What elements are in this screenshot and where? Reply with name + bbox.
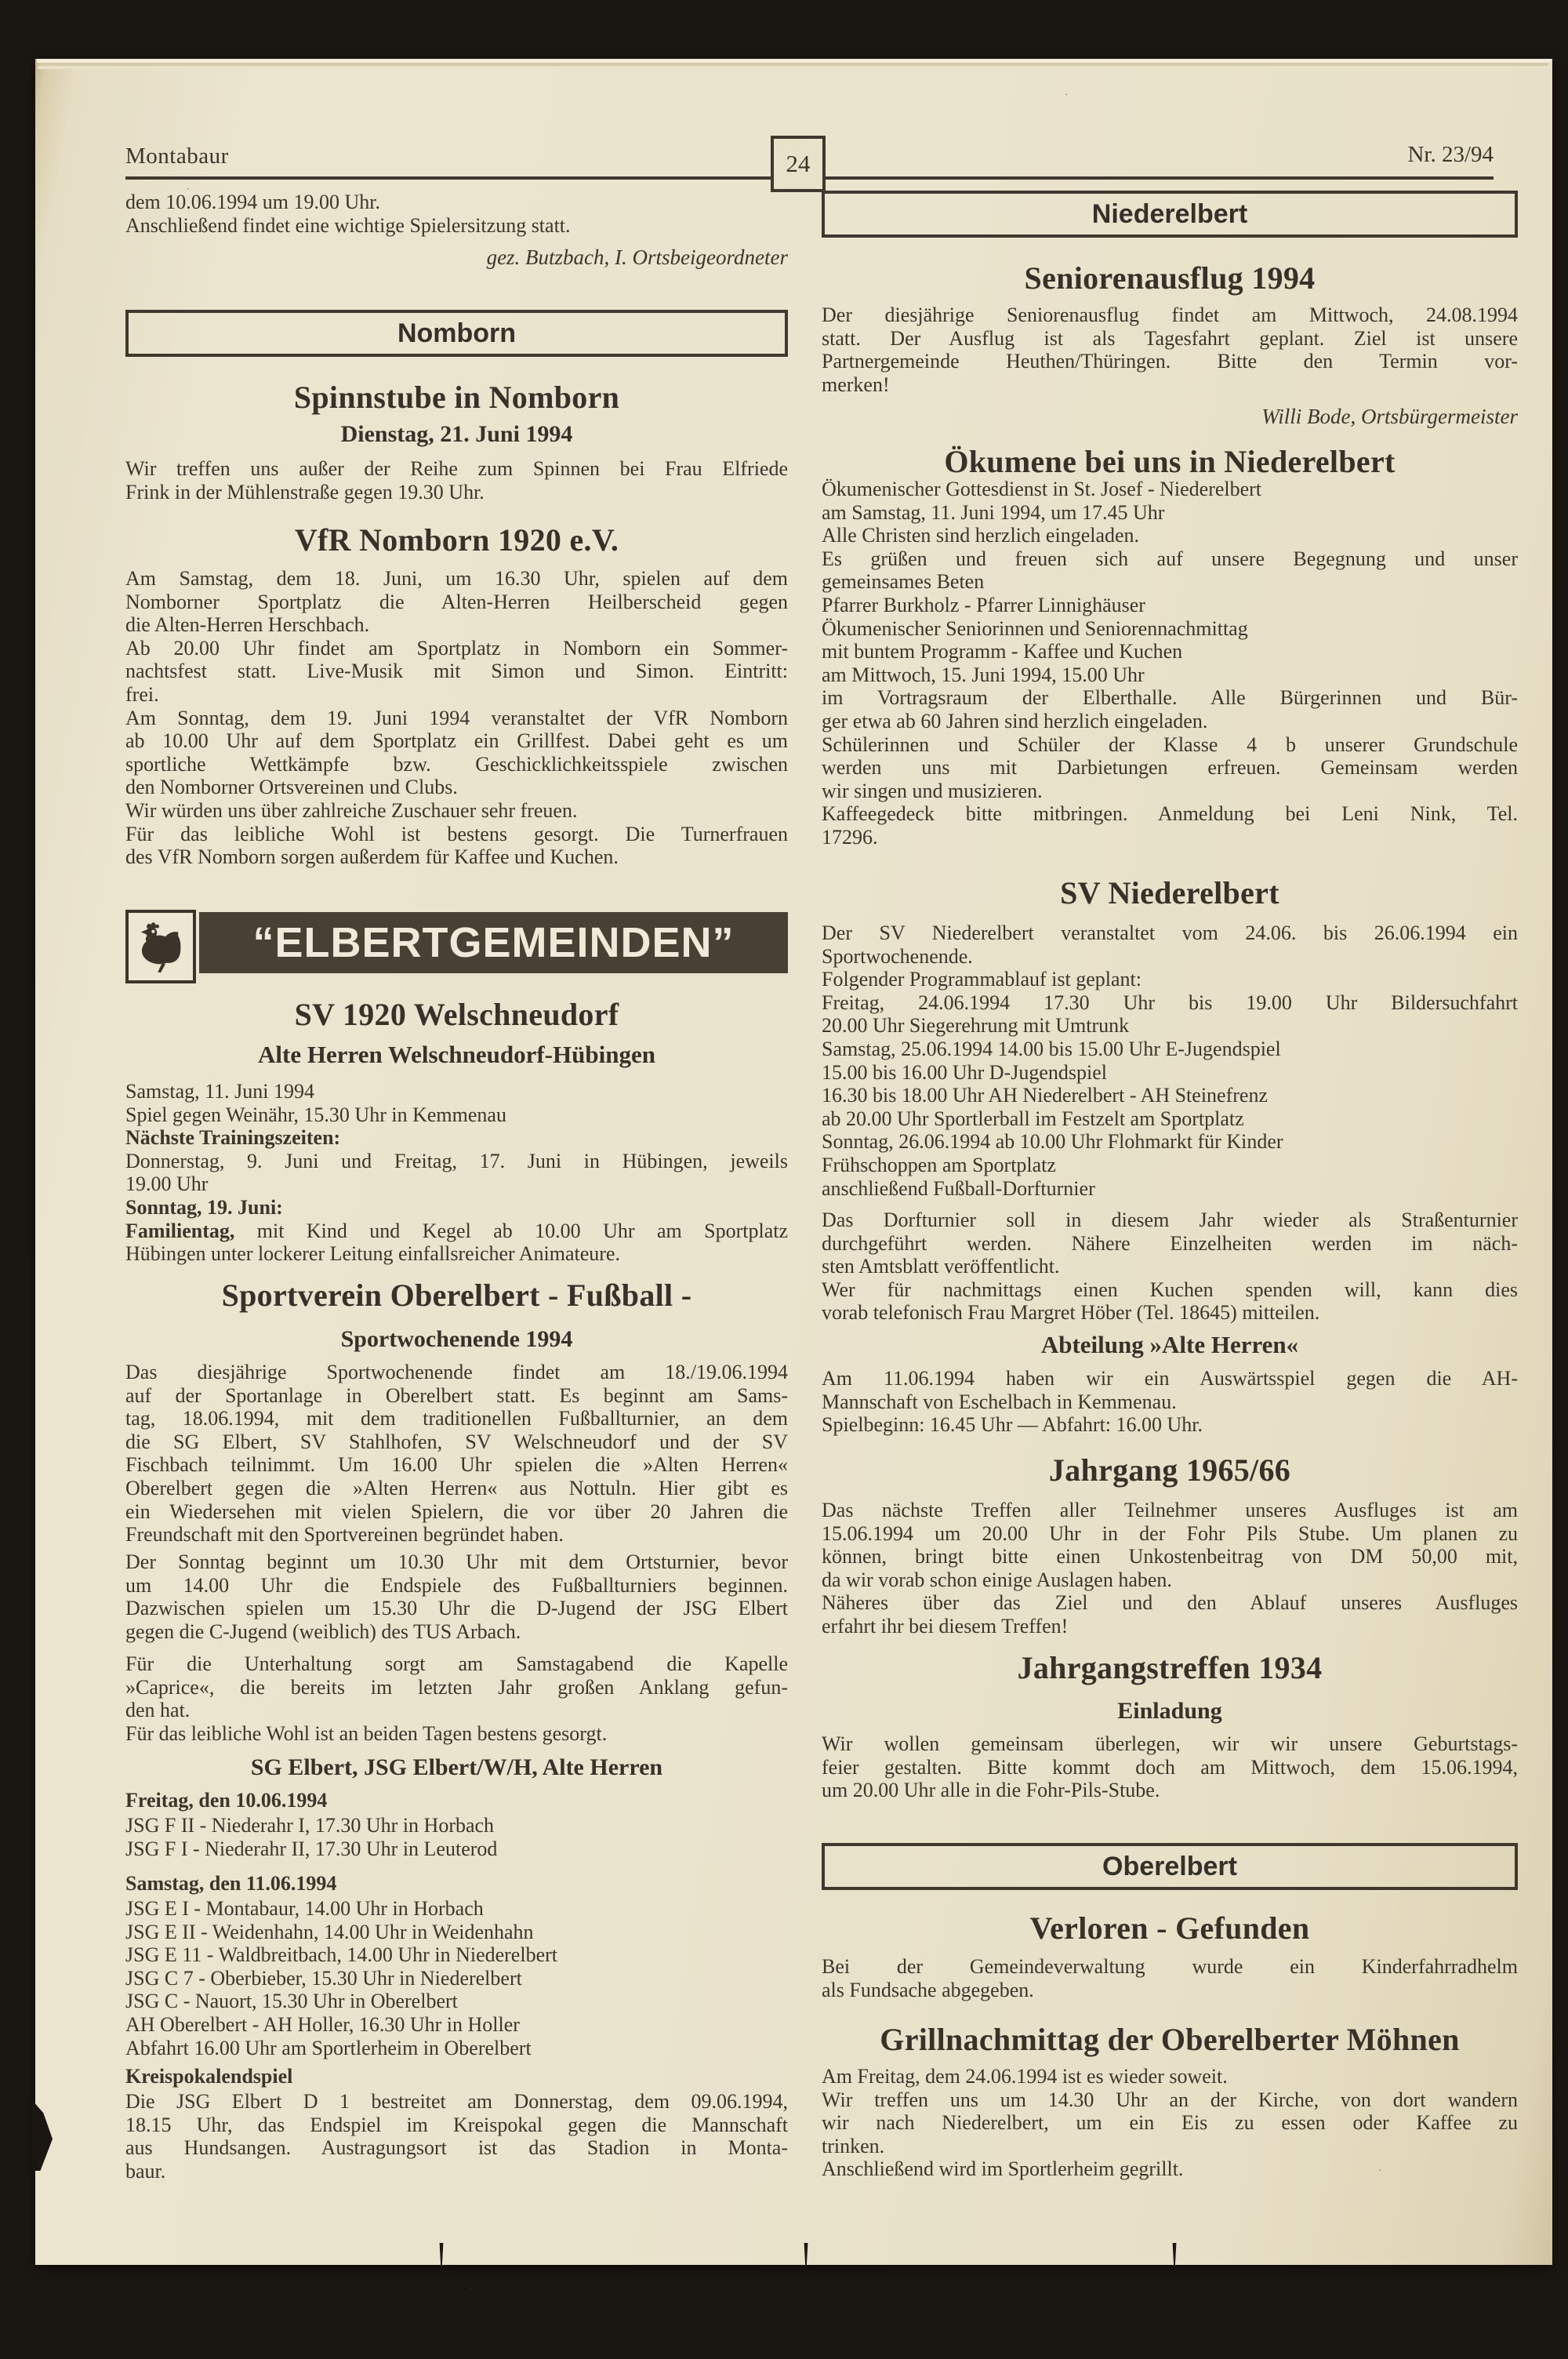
text-sportwochenende-3 [125,1652,788,1745]
title-oekumene: Ökumene bei uns in Niederelbert [944,444,1396,479]
text-line: Kaffeegedeck bitte mitbringen. Anmeldung bei Leni Nink, Tel. [822,802,1518,826]
page-number: 24 [786,150,811,177]
text-line: 20.00 Uhr Siegerehrung mit Umtrunk [822,1014,1130,1038]
text-verloren-gefunden [822,1955,1518,2001]
list-friday-matches [125,1814,788,1860]
signature: Willi Bode, Ortsbürgermeister [1261,405,1518,429]
text-sportwochenende-1 [125,1361,788,1547]
text-line: sportliche Wettkämpfe bzw. Geschicklichkeitsspiele zwischen [125,752,788,776]
text-line: sten Amtsblatt veröffentlicht. [822,1255,1060,1278]
text-line: mit buntem Programm - Kaffee und Kuchen [822,640,1183,663]
text-line: können, bringt bitte einen Unkostenbeitrag von DM 50,00 mit, [822,1545,1518,1568]
text-line: Anschließend wird im Sportlerheim gegrillt. [822,2157,1184,2181]
text-line: im Vortragsraum der Elberthalle. Alle Bürgerinnen und Bür- [822,686,1518,710]
text-line: werden uns mit Darbietungen erfreuen. Gemeinsam werden [822,756,1518,780]
text-line: des VfR Nomborn sorgen außerdem für Kaffee und Kuchen. [125,845,619,869]
title-seniorenausflug: Seniorenausflug 1994 [1024,260,1316,296]
text-line: Am Freitag, dem 24.06.1994 ist es wieder soweit. [822,2065,1228,2088]
text-line: Wir treffen uns außer der Reihe zum Spinnen bei Frau Elfriede [125,457,788,480]
left-column [125,59,788,2265]
text-line: Für die Unterhaltung sorgt am Samstagabend die Kapelle [125,1652,788,1675]
text-line: 15.00 bis 16.00 Uhr D-Jugendspiel [822,1060,1107,1084]
text-line: die Alten-Herren Herschbach. [125,613,370,637]
text-line: JSG E I - Montabaur, 14.00 Uhr in Horbach [125,1897,484,1920]
text-jahrgangstreffen-1934 [822,1732,1518,1802]
header-municipality: Montabaur [125,144,229,169]
text-line: Das nächste Treffen aller Teilnehmer unseres Ausfluges ist am [822,1499,1518,1521]
head-saturday: Samstag, den 11.06.1994 [125,1872,337,1895]
text-line: auf der Sportanlage in Oberelbert statt. Es beginnt am Sams- [125,1383,788,1407]
rooster-icon [132,917,190,976]
text-line: ein Wiedersehen mit vielen Spielern, die vor über 20 Jahren die [125,1499,788,1523]
text-line: AH Oberelbert - AH Holler, 16.30 Uhr in Holler [125,2012,520,2036]
text-grillnachmittag [822,2065,1518,2181]
text-line: die SG Elbert, SV Stahlhofen, SV Welschneudorf und der SV [125,1430,788,1453]
text-line: ab 20.00 Uhr Sportlerball im Festzelt am Sportplatz [822,1107,1244,1130]
text-vfr-nomborn [125,567,788,869]
text-line: Wir würden uns über zahlreiche Zuschauer sehr freuen. [125,798,578,822]
text-line: Samstag, 11. Juni 1994 [125,1080,314,1103]
text-kreispokal [125,2090,788,2183]
banner-label: “ELBERTGEMEINDEN” [252,919,735,966]
text-line: tag, 18.06.1994, mit dem traditionellen Fußballturnier, an dem [125,1407,788,1430]
text-line: JSG E II - Weidenhahn, 14.00 Uhr in Weidenhahn [125,1920,534,1943]
signature: gez. Butzbach, I. Ortsbeigeordneter [486,245,788,270]
text-line: um 20.00 Uhr alle in die Fohr-Pils-Stube. [822,1779,1160,1802]
text-line: Freundschaft mit den Sportvereinen begründet haben. [125,1523,564,1547]
text-line: Ökumenischer Seniorinnen und Seniorennachmittag [822,616,1248,640]
head-kreispokal: Kreispokalendspiel [125,2065,293,2088]
title-grillnachmittag: Grillnachmittag der Oberelberter Möhnen [880,2022,1460,2057]
text-line: Die JSG Elbert D 1 bestreitet am Donnerstag, dem 09.06.1994, [125,2090,788,2113]
text-line: als Fundsache abgegeben. [822,1978,1034,2001]
text-line: ab 10.00 Uhr auf dem Sportplatz ein Grillfest. Dabei geht es um [125,729,788,753]
text-line: Folgender Programmablauf ist geplant: [822,968,1142,991]
subtitle-einladung: Einladung [1117,1698,1222,1724]
text-line: Alle Christen sind herzlich eingeladen. [822,524,1140,547]
text-line: Oberelbert gegen die »Alten Herren« aus Nottuln. Hier gibt es [125,1476,788,1499]
text-line: Schülerinnen und Schüler der Klasse 4 b unserer Grundschule [822,732,1518,756]
text-line: Ökumenischer Gottesdienst in St. Josef - Niederelbert [822,478,1262,500]
text-line: Der SV Niederelbert veranstaltet vom 24.06. bis 26.06.1994 ein [822,921,1518,944]
text-line: Näheres über das Ziel und den Ablauf unseres Ausfluges [822,1591,1518,1615]
text-line: Partnergemeinde Heuthen/Thüringen. Bitte den Termin vor- [822,350,1518,373]
header-issue-number: Nr. 23/94 [1407,142,1494,167]
list-saturday-matches [125,1897,788,2059]
text-line: gemeinsames Beten [822,570,985,594]
text-line: »Caprice«, die bereits im letzten Jahr großen Anklang gefun- [125,1675,788,1699]
text-line: wir singen und musizieren. [822,779,1043,802]
text-abteilung-alte-herren [822,1367,1518,1437]
title-abteilung-alte-herren: Abteilung »Alte Herren« [1040,1331,1299,1358]
text-line: ger etwa ab 60 Jahren sind herzlich eingeladen. [822,709,1208,732]
text-line: Der diesjährige Seniorenausflug findet am Mittwoch, 24.08.1994 [822,304,1518,326]
text-line: Am Sonntag, dem 19. Juni 1994 veranstaltet der VfR Nomborn [125,706,788,729]
text-line: Spielbeginn: 16.45 Uhr — Abfahrt: 16.00 Uhr. [822,1413,1203,1437]
text-line: Familientag, mit Kind und Kegel ab 10.00 Uhr am Sportplatz [125,1219,788,1242]
title-sg-elbert: SG Elbert, JSG Elbert/W/H, Alte Herren [250,1754,663,1780]
text-line: Dazwischen spielen um 15.30 Uhr die D-Jugend der JSG Elbert [125,1597,788,1620]
text-line: aus Hundsangen. Austragungsort ist das Stadion in Monta- [125,2136,788,2160]
text-line: Ab 20.00 Uhr findet am Sportplatz in Nomborn ein Sommer- [125,636,788,660]
text-line: Spiel gegen Weinähr, 15.30 Uhr in Kemmenau [125,1103,506,1126]
text-line: 18.15 Uhr, das Endspiel im Kreispokal gegen die Mannschaft [125,2113,788,2136]
text-line: Für das leibliche Wohl ist an beiden Tagen bestens gesorgt. [125,1721,608,1745]
text-line: Abfahrt 16.00 Uhr am Sportlerheim in Oberelbert [125,2036,532,2059]
text-seniorenausflug [822,304,1518,428]
text-jahrgang-1965-66 [822,1499,1518,1638]
text-sv-niederelbert-programm [822,921,1518,1200]
text-line: Hübingen unter lockerer Leitung einfallsreicher Animateure. [125,1242,620,1266]
text-sv-niederelbert-dorfturnier [822,1209,1518,1325]
text-line: wir nach Niederelbert, um ein Eis zu essen oder Kaffee zu [822,2111,1518,2135]
text-line: baur. [125,2159,166,2183]
text-line: Wir treffen uns um 14.30 Uhr an der Kirche, von dort wandern [822,2088,1518,2111]
section-header-nomborn: Nomborn [125,310,788,357]
text-line: um 14.00 Uhr die Endspiele des Fußballturniers beginnen. [125,1573,788,1597]
section-header-niederelbert: Niederelbert [822,191,1518,238]
subtitle-sportwochenende: Sportwochenende 1994 [340,1326,573,1352]
right-column [822,59,1518,2265]
text-line: am Mittwoch, 15. Juni 1994, 15.00 Uhr [822,663,1145,686]
text-line: Am Samstag, dem 18. Juni, um 16.30 Uhr, spielen auf dem [125,567,788,590]
text-line: Es grüßen und freuen sich auf unsere Begegnung und unser [822,547,1518,570]
title-sportverein-oberelbert: Sportverein Oberelbert - Fußball - [221,1278,692,1313]
text-line: trinken. [822,2134,885,2157]
text-oekumene [822,478,1518,849]
text-line: statt. Der Ausflug ist als Tagesfahrt geplant. Ziel ist unsere [822,326,1518,350]
head-friday: Freitag, den 10.06.1994 [125,1789,328,1812]
text-line: Am 11.06.1994 haben wir ein Auswärtsspiel gegen die AH- [822,1367,1518,1390]
section-header-oberelbert: Oberelbert [822,1843,1518,1890]
newspaper-page [35,59,1552,2265]
text-line: am Samstag, 11. Juni 1994, um 17.45 Uhr [822,500,1165,524]
text-line: Anschließend findet eine wichtige Spielersitzung statt. [125,213,571,237]
title-jahrgang-1965-66: Jahrgang 1965/66 [1048,1452,1291,1488]
text-line: Für das leibliche Wohl ist bestens gesorgt. Die Turnerfrauen [125,822,788,845]
date-spinnstube: Dienstag, 21. Juni 1994 [340,421,573,447]
text-line: JSG C - Nauort, 15.30 Uhr in Oberelbert [125,1990,458,2013]
title-sv-welschneudorf: SV 1920 Welschneudorf [294,997,619,1032]
text-line: Nächste Trainingszeiten: [125,1126,341,1150]
text-line: durchgeführt werden. Nähere Einzelheiten werden im näch- [822,1231,1518,1255]
text-sportwochenende-2 [125,1550,788,1643]
notice-spielersitzung [125,191,788,269]
text-line: 17296. [822,825,878,849]
text-line: Bei der Gemeindeverwaltung wurde ein Kinderfahrradhelm [822,1955,1518,1978]
text-line: frei. [125,682,159,706]
title-jahrgangstreffen-1934: Jahrgangstreffen 1934 [1017,1650,1323,1685]
text-line: Das diesjährige Sportwochenende findet am 18./19.06.1994 [125,1361,788,1383]
text-line: Sonntag, 26.06.1994 ab 10.00 Uhr Flohmarkt für Kinder [822,1130,1283,1154]
text-line: gegen die C-Jugend (weiblich) des TUS Arbach. [125,1619,521,1643]
text-line: JSG C 7 - Oberbieber, 15.30 Uhr in Niederelbert [125,1966,522,1990]
text-line: Donnerstag, 9. Juni und Freitag, 17. Juni in Hübingen, jeweils [125,1149,788,1172]
text-line: Frink in der Mühlenstraße gegen 19.30 Uhr. [125,480,485,503]
text-line: Fischbach teilnimmt. Um 16.00 Uhr spielen die »Alten Herren« [125,1453,788,1477]
page-tear [32,2100,53,2171]
title-vfr-nomborn: VfR Nomborn 1920 e.V. [294,522,619,558]
title-spinnstube: Spinnstube in Nomborn [293,380,620,415]
text-line: Frühschoppen am Sportplatz [822,1153,1056,1176]
text-sv-welschneudorf [125,1080,788,1266]
rooster-logo-box [125,910,196,983]
text-line: Wer für nachmittags einen Kuchen spenden will, kann dies [822,1278,1518,1301]
elbertgemeinden-banner [125,910,788,982]
text-line: Nomborner Sportplatz die Alten-Herren Heilberscheid gegen [125,590,788,613]
text-line: Sportwochenende. [822,944,973,968]
text-line: dem 10.06.1994 um 19.00 Uhr. [125,191,380,213]
text-line: vorab telefonisch Frau Margret Höber (Tel. 18645) mitteilen. [822,1301,1320,1325]
text-line: 19.00 Uhr [125,1172,209,1196]
text-line: Der Sonntag beginnt um 10.30 Uhr mit dem Ortsturnier, bevor [125,1550,788,1573]
text-line: nachtsfest statt. Live-Musik mit Simon und Simon. Eintritt: [125,660,788,683]
text-line: Das Dorfturnier soll in diesem Jahr wieder als Straßenturnier [822,1209,1518,1231]
text-line: Freitag, 24.06.1994 17.30 Uhr bis 19.00 Uhr Bildersuchfahrt [822,990,1518,1014]
text-line: Mannschaft von Eschelbach in Kemmenau. [822,1390,1177,1413]
text-line: JSG F I - Niederahr II, 17.30 Uhr in Leuterod [125,1837,498,1860]
text-line: Wir wollen gemeinsam überlegen, wir wir unsere Geburtstags- [822,1732,1518,1755]
page-number-box [771,136,826,192]
text-line: JSG E 11 - Waldbreitbach, 14.00 Uhr in Niederelbert [125,1943,557,1967]
text-line: den Nomborner Ortsvereinen und Clubs. [125,776,458,799]
page-tear [800,2243,812,2266]
text-line: den hat. [125,1699,191,1722]
text-line: Pfarrer Burkholz - Pfarrer Linnighäuser [822,593,1145,616]
text-line: erfahrt ihr bei diesem Treffen! [822,1614,1069,1637]
text-line: merken! [822,373,890,396]
text-line: JSG F II - Niederahr I, 17.30 Uhr in Horbach [125,1814,495,1837]
banner-bar [199,912,788,973]
text-line: Sonntag, 19. Juni: [125,1195,283,1219]
title-sv-niederelbert: SV Niederelbert [1060,875,1279,911]
text-line: Samstag, 25.06.1994 14.00 bis 15.00 Uhr E-Jugendspiel [822,1037,1281,1060]
text-line: feier gestalten. Bitte kommt doch am Mittwoch, dem 15.06.1994, [822,1755,1518,1779]
text-line: anschließend Fußball-Dorfturnier [822,1176,1095,1200]
text-line: 15.06.1994 um 20.00 Uhr in der Fohr Pils Stube. Um planen zu [822,1521,1518,1545]
title-verloren-gefunden: Verloren - Gefunden [1029,1910,1310,1946]
text-spinnstube [125,457,788,503]
subtitle-alte-herren-wh: Alte Herren Welschneudorf-Hübingen [258,1041,655,1068]
text-line: da wir vorab schon einige Auslagen haben. [822,1568,1172,1591]
text-line: 16.30 bis 18.00 Uhr AH Niederelbert - AH Steinefrenz [822,1084,1268,1107]
